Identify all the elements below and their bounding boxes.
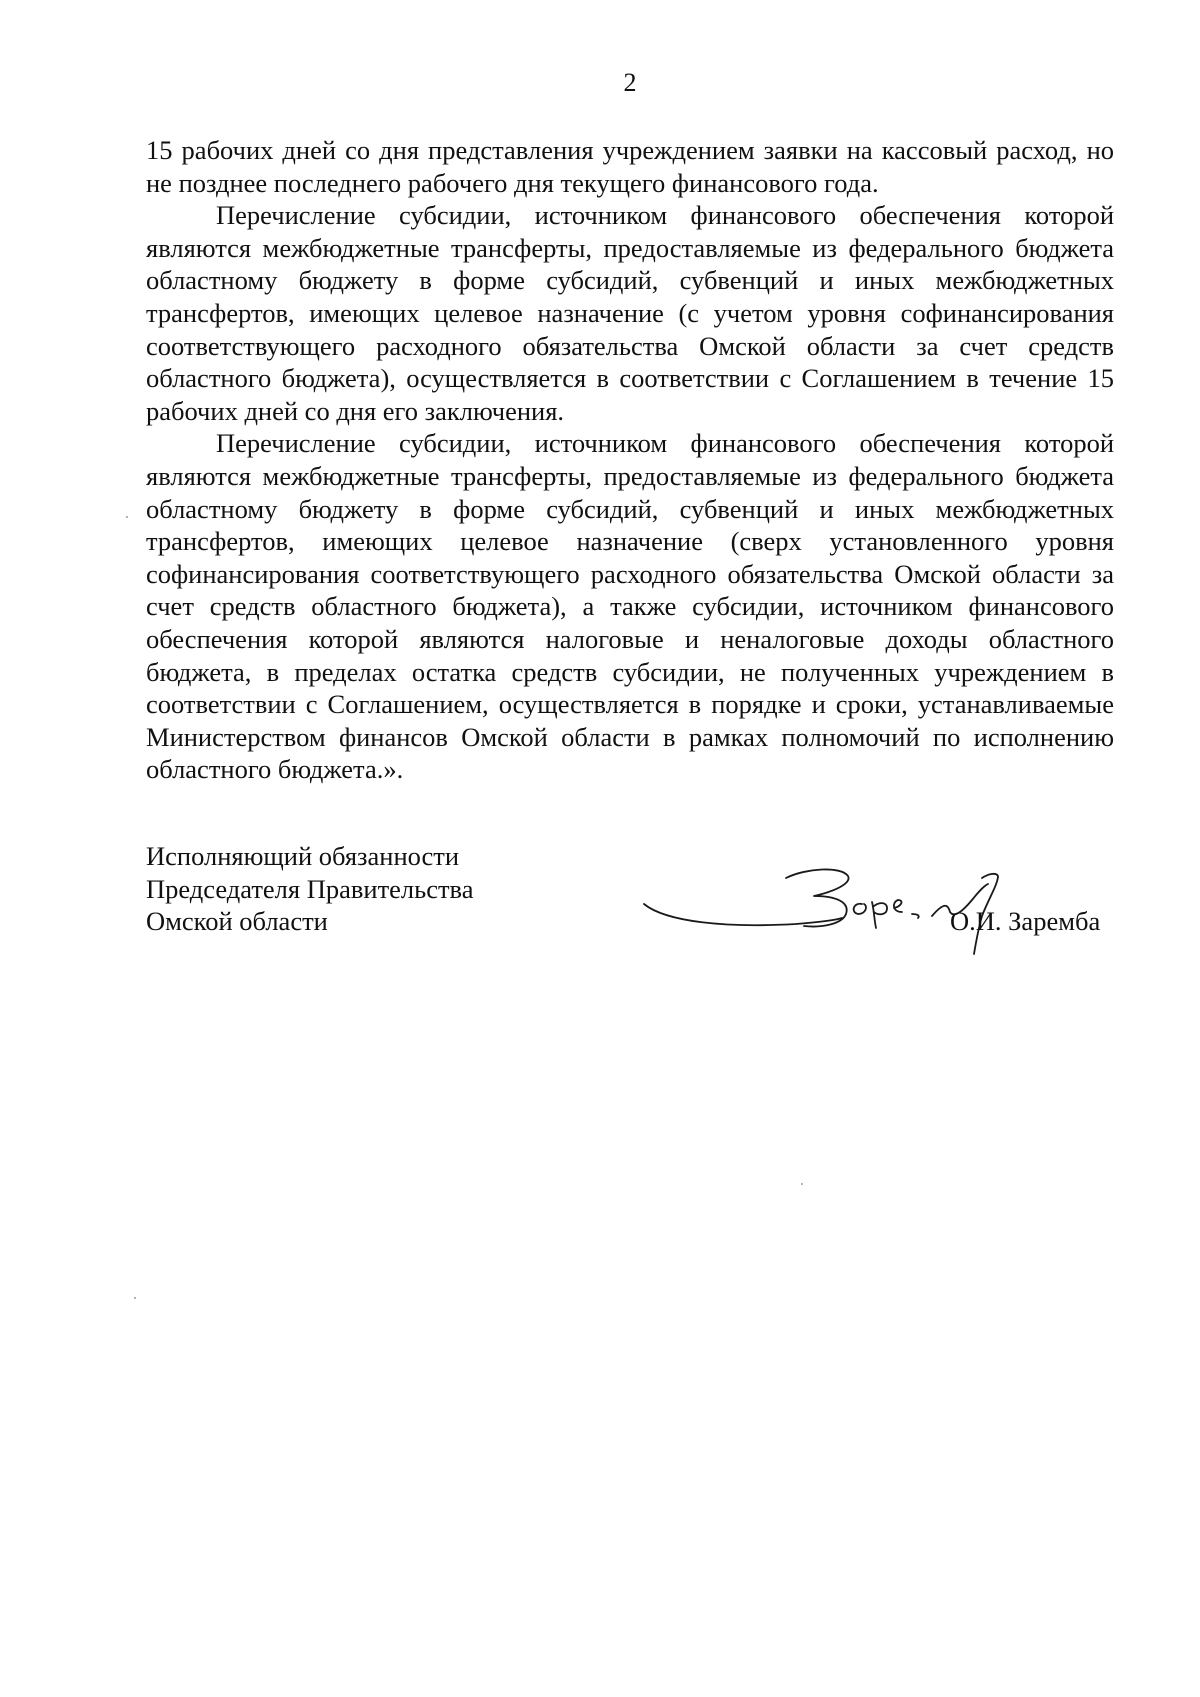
page-number: 2 xyxy=(623,68,637,97)
paragraph-1: 15 рабочих дней со дня представления учреждением заявки на кассовый расход, но не позднее последнего рабочего дня текущего финансового года. xyxy=(146,135,1114,198)
signatory-position xyxy=(146,840,474,938)
position-line-1: Исполняющий обязанности xyxy=(146,841,460,871)
paragraph-3: Перечисление субсидии, источником финансового обеспечения которой являются межбюджетные трансферты, предоставляемые из федерального бюджета областному бюджету в форме субсидий, субвенций и иных межбюджетных трансфертов, имеющих целевое назначение (сверх установленного уровня софинансирования соответствующего расходного обязательства Омской области за счет средств областного бюджета), а также субсидии, источником финансового обеспечения которой являются налоговые и неналоговые доходы областного бюджета, в пределах остатка средств субсидии, не полученных учреждением в соответствии с Соглашением, осуществляется в порядке и сроки, устанавливаемые Министерством финансов Омской области в рамках полномочий по исполнению областного бюджета.». xyxy=(146,428,1114,785)
position-line-3: Омской области xyxy=(146,906,328,937)
scan-speck xyxy=(126,516,128,518)
signer-name: О.И. Заремба xyxy=(950,906,1101,936)
document-body xyxy=(146,134,1114,786)
position-line-2: Председателя Правительства xyxy=(146,873,474,904)
scan-speck xyxy=(801,1183,803,1185)
scan-speck xyxy=(134,1297,136,1299)
paragraph-2: Перечисление субсидии, источником финансового обеспечения которой являются межбюджетные трансферты, предоставляемые из федерального бюджета областному бюджету в форме субсидий, субвенций и иных межбюджетных трансфертов, имеющих целевое назначение (с учетом уровня софинансирования соответствующего расходного обязательства Омской области за счет средств областного бюджета), осуществляется в соответствии с Соглашением в течение 15 рабочих дней со дня его заключения. xyxy=(146,200,1114,426)
signature-block xyxy=(146,840,1114,980)
